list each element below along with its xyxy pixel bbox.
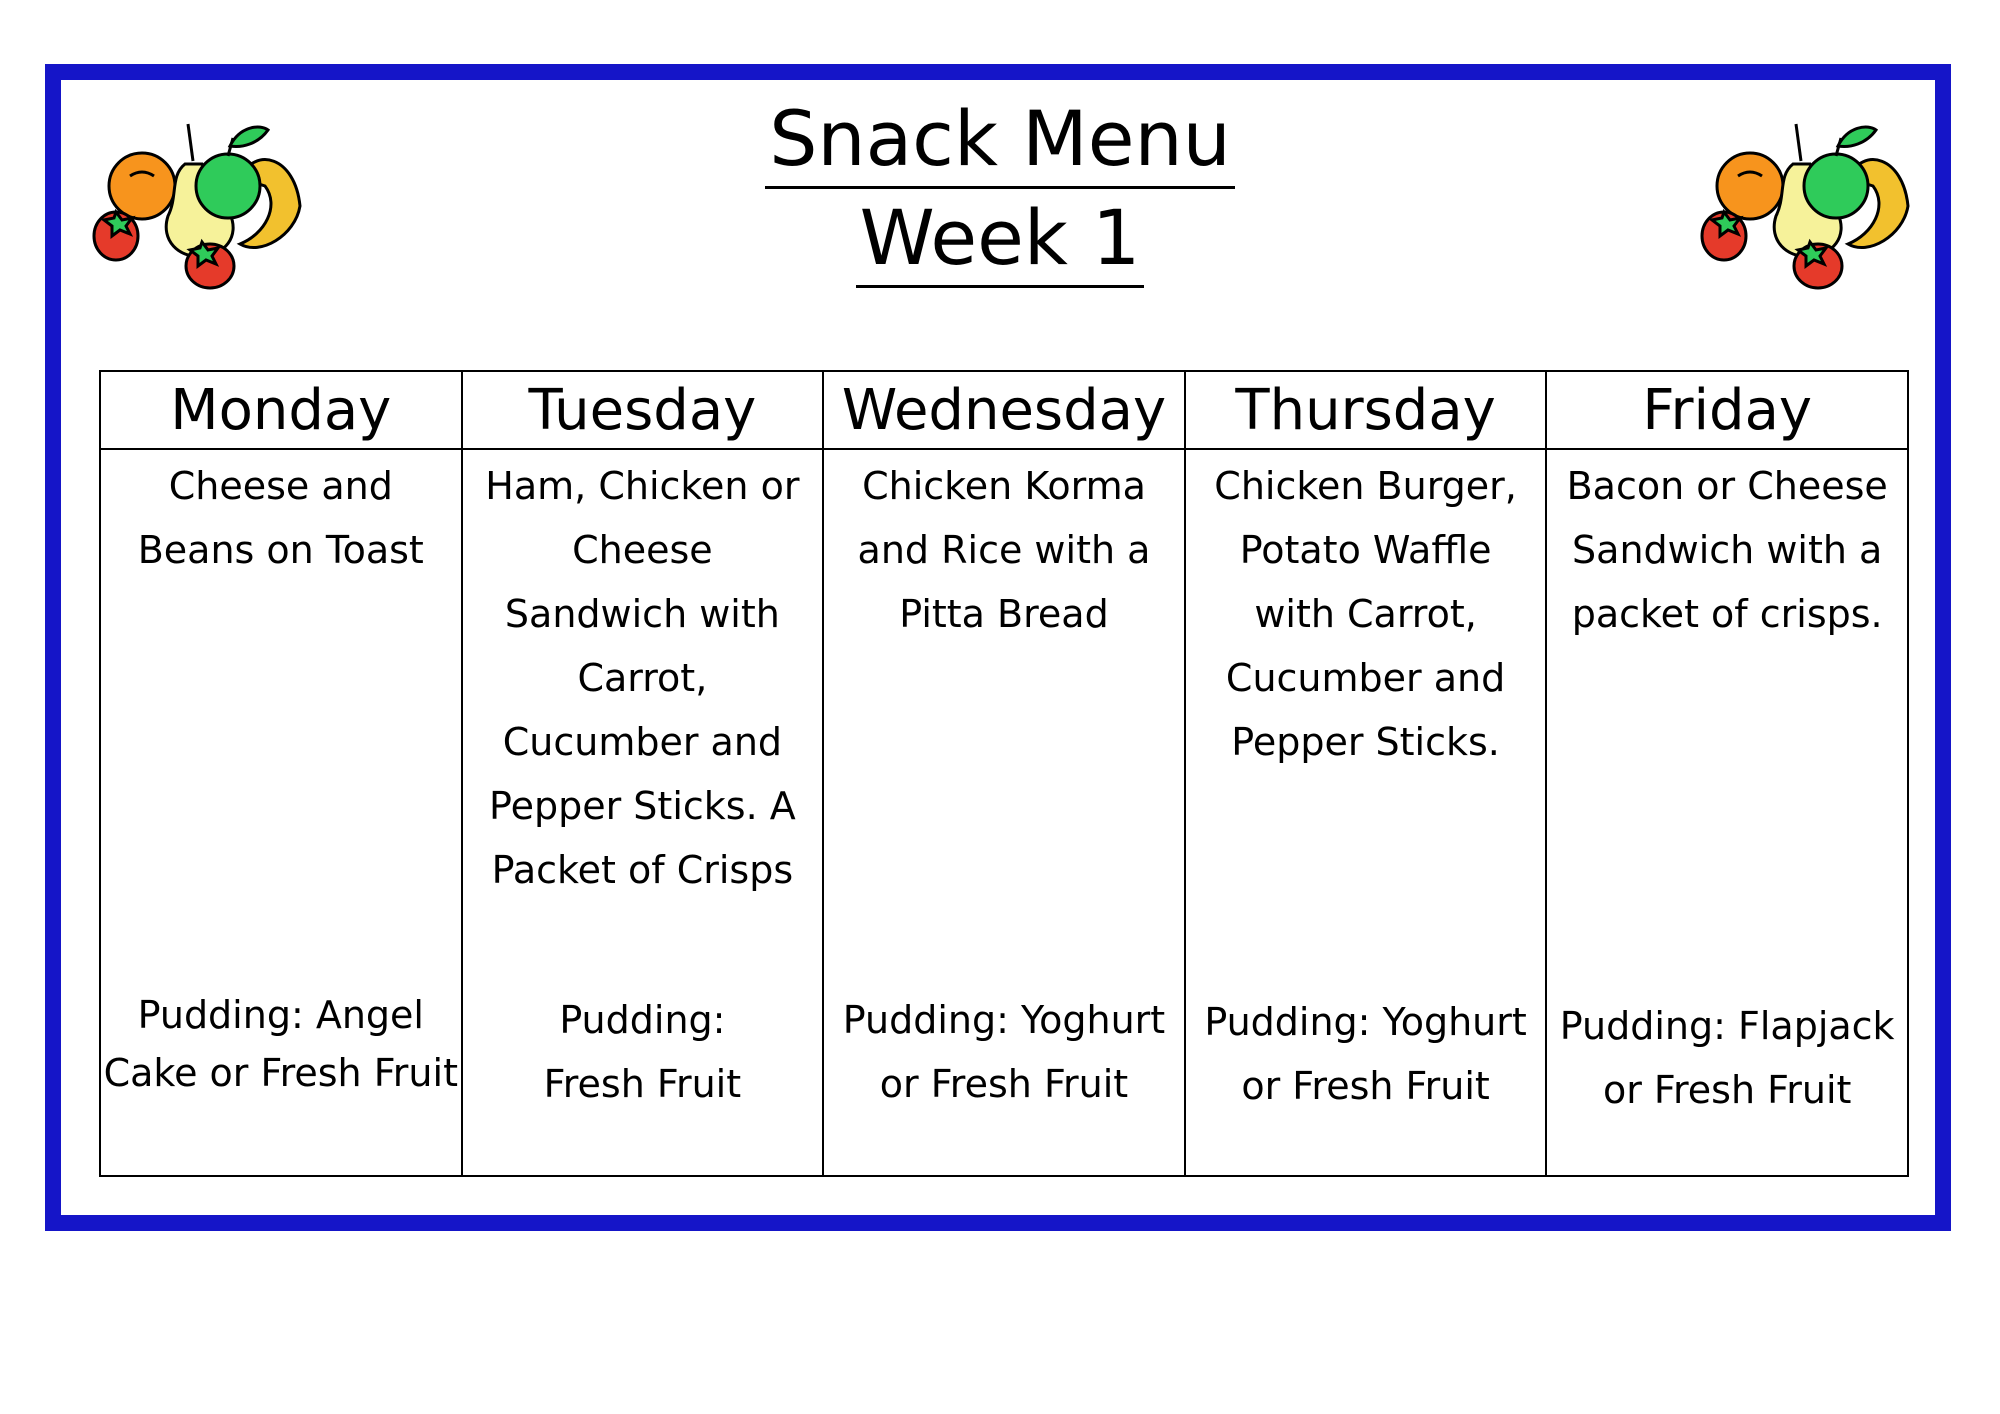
week-label: Week 1 xyxy=(856,191,1145,288)
pudding-text: Pudding: Yoghurt or Fresh Fruit xyxy=(842,998,1166,1106)
meal-text: Bacon or Cheese Sandwich with a packet of crisps. xyxy=(1566,464,1888,636)
pudding-text: Pudding: Flapjack or Fresh Fruit xyxy=(1559,1004,1895,1112)
day-cell-friday xyxy=(1546,449,1908,1176)
day-cell-thursday xyxy=(1185,449,1547,1176)
day-header-wednesday: Wednesday xyxy=(823,371,1185,449)
fruit-cluster-icon xyxy=(90,116,310,291)
day-cell-monday xyxy=(100,449,462,1176)
fruit-cluster-icon xyxy=(1698,116,1918,291)
table-row xyxy=(100,449,1908,1176)
meal-text: Cheese and Beans on Toast xyxy=(137,464,424,572)
day-header-friday: Friday xyxy=(1546,371,1908,449)
day-header-monday: Monday xyxy=(100,371,462,449)
menu-title: Snack Menu xyxy=(765,92,1235,189)
day-header-thursday: Thursday xyxy=(1185,371,1547,449)
title-block xyxy=(700,92,1300,290)
day-cell-tuesday xyxy=(462,449,824,1176)
pudding-text: Pudding: Angel Cake or Fresh Fruit xyxy=(103,993,458,1095)
meal-text: Chicken Korma and Rice with a Pitta Bread xyxy=(857,464,1151,636)
pudding-text: Pudding: Fresh Fruit xyxy=(543,998,742,1106)
day-header-tuesday: Tuesday xyxy=(462,371,824,449)
day-cell-wednesday xyxy=(823,449,1185,1176)
pudding-text: Pudding: Yoghurt or Fresh Fruit xyxy=(1204,1000,1527,1108)
meal-text: Chicken Burger, Potato Waffle with Carrot, Cucumber and Pepper Sticks. xyxy=(1214,464,1517,764)
table-header-row xyxy=(100,371,1908,449)
snack-menu-table xyxy=(99,370,1909,1177)
meal-text: Ham, Chicken or Cheese Sandwich with Carrot, Cucumber and Pepper Sticks. A Packet of Crisps xyxy=(485,464,800,892)
